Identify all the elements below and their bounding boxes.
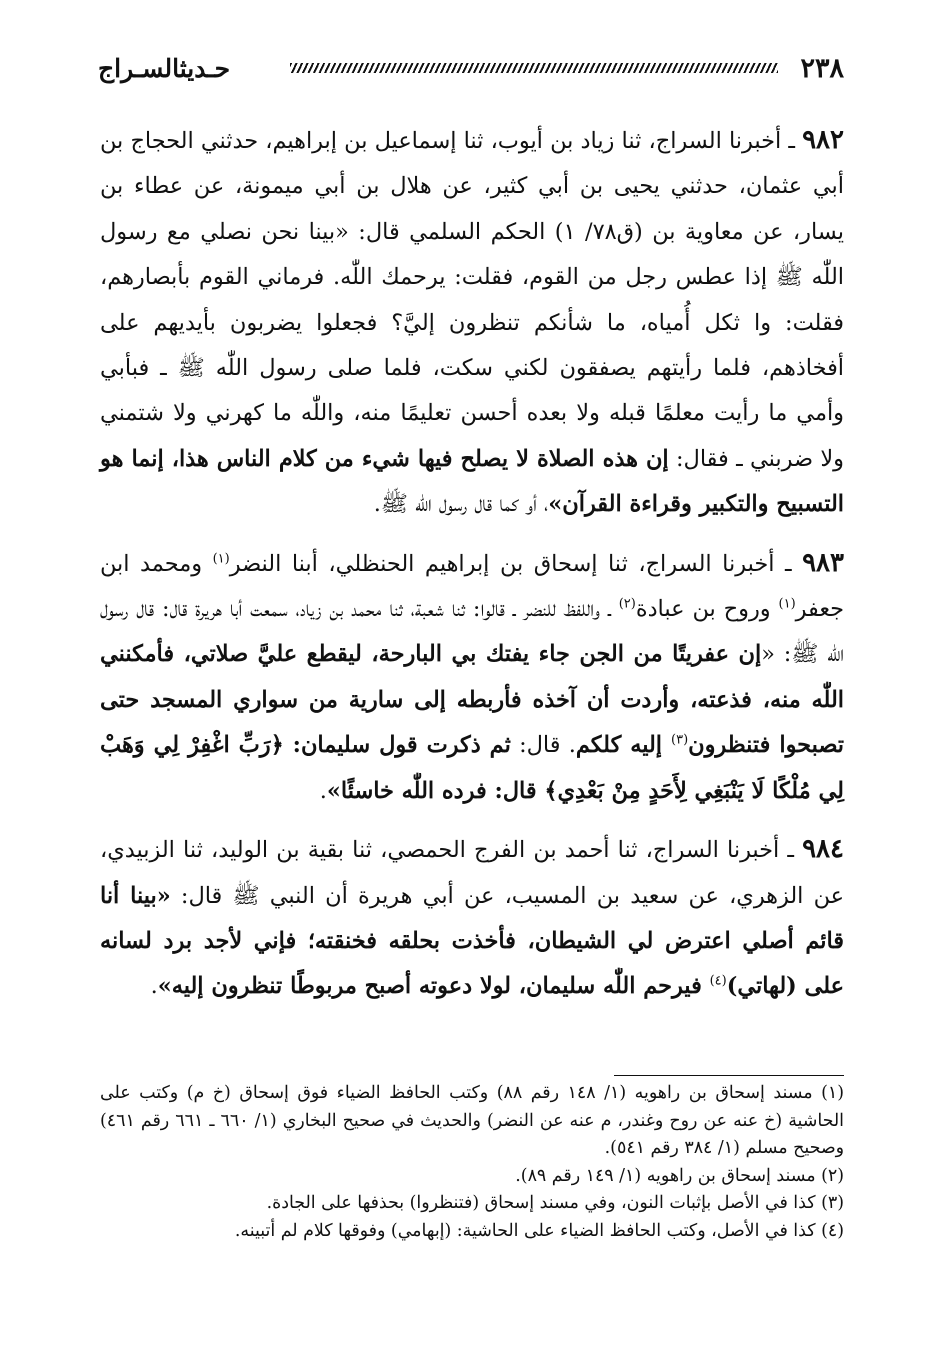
header-rule xyxy=(290,63,778,73)
hadith-982 xyxy=(100,118,844,528)
footnote-3: (٣) كذا في الأصل بإثبات النون، وفي مسند إسحاق (فتنظروا) بحذفها على الجادة. xyxy=(266,1193,844,1214)
footnote-ref: (١) xyxy=(778,596,796,612)
hadith-text: . xyxy=(150,973,158,1000)
footnote-ref: (٣) xyxy=(671,732,689,748)
footnote-separator xyxy=(614,1075,844,1076)
hadith-text: ـ واللفظ للنضر ـ قالوا: ثنا شعبة، ثنا محمد بن زياد، سمعت أبا هريرة قال: قال رسول اللّٰه ﷺ: « xyxy=(100,596,845,668)
hadith-text: . xyxy=(319,777,327,804)
hadith-text: وروح بن عبادة xyxy=(635,596,779,623)
hadith-text: ـ أخبرنا السراج، ثنا إسحاق بن إبراهيم الحنظلي، أبنا النضر xyxy=(229,550,803,577)
hadith-quote: فيرحم اللّٰه سليمان، لولا دعوته أصبح مربوطًا تنظرون إليه» xyxy=(157,973,710,1000)
hadith-text: ومحمد ابن جعفر xyxy=(100,550,844,623)
footnote-4: (٤) كذا في الأصل، وكتب الحافظ الضياء على الحاشية: (إبهامي) وفوقها كلام لم أتبينه. xyxy=(234,1220,844,1241)
hadith-984 xyxy=(100,827,844,1010)
hadith-quote: ثم ذكرت قول سليمان: ﴿رَبِّ اغْفِرْ لِي وَهَبْ لِي مُلْكًا لَا يَنْبَغِي لِأَحَدٍ مِنْ بَعْدِي﴾ قال: فرده اللّٰه خاسئًا» xyxy=(100,732,844,804)
hadith-text: ـ أخبرنا السراج، ثنا أحمد بن الفرج الحمصي، ثنا بقية بن الوليد، ثنا الزبيدي، عن الزهري، عن سعيد بن المسيب، عن أبي هريرة أن النبي ﷺ قال: xyxy=(100,837,844,909)
page-number: ٢٣٨ xyxy=(800,52,844,84)
hadith-number: ٩٨٣ xyxy=(802,547,844,578)
page-header xyxy=(98,48,844,88)
footnote-ref: (٢) xyxy=(618,596,636,612)
hadith-983 xyxy=(100,541,844,814)
hadith-quote: إن هذه الصلاة لا يصلح فيها شيء من كلام الناس هذا، إنما هو التسبيح والتكبير وقراءة القرآن» xyxy=(100,445,844,518)
footnote-2: (٢) مسند إسحاق بن راهويه (١/ ١٤٩ رقم ٨٩). xyxy=(515,1165,844,1186)
main-text xyxy=(100,118,844,1023)
hadith-text: . قال: xyxy=(510,732,576,759)
hadith-number: ٩٨٤ xyxy=(802,834,844,865)
hadith-text: ، أو كما قال رسول اللّٰه ﷺ. xyxy=(373,491,549,518)
footnote-ref: (٤) xyxy=(709,973,727,989)
hadith-quote: إليه كلكم xyxy=(575,732,672,759)
hadith-quote: إن عفريتًا من الجن جاء يفتك بي البارحة، ليقطع عليَّ صلاتي، فأمكنني اللّٰه منه، فذعته، وأردت أن آخذه فأربطه إلى سارية من سواري المسجد حتى تصبحوا فتنظرون xyxy=(100,641,845,759)
book-title: حـديثالسـراج xyxy=(98,53,231,83)
footnote-1: (١) مسند إسحاق بن راهويه (١/ ١٤٨ رقم ٨٨) وكتب الحافظ الضياء فوق إسحاق (خ م) وكتب على الحاشية (خ عنه عن روح وغندر، م عنه عن النضر) والحديث في صحيح البخاري (١/ ٦٦٠ ـ ٦٦١ رقم ٤٦١) وصحيح مسلم (١/ ٣٨٤ رقم ٥٤١). xyxy=(100,1083,845,1159)
hadith-quote: «بينا أنا قائم أصلي اعترض لي الشيطان، فأخذت بحلقه فخنقته؛ فإني لأجد برد لسانه على (لهاتي) xyxy=(100,882,844,1000)
footnote-ref: (١) xyxy=(212,551,230,567)
footnotes xyxy=(100,1080,844,1246)
hadith-text: ـ أخبرنا السراج، ثنا زياد بن أيوب، ثنا إسماعيل بن إبراهيم، حدثني الحجاج بن أبي عثمان، حدثني يحيى بن أبي كثير، عن هلال بن أبي ميمونة، عن عطاء بن يسار، عن معاوية بن (ق٧٨/ ١) الحكم السلمي قال: «بينا نحن نصلي مع رسول اللّٰه ﷺ إذا عطس رجل من القوم، فقلت: يرحمك اللّٰه. فرماني القوم بأبصارهم، فقلت: وا ثكل أُمياه، ما شأنكم تنظرون إليَّ؟ فجعلوا يضربون بأيديهم على أفخاذهم، فلما رأيتهم يصفقون لكني سكت، فلما صلى رسول اللّٰه ﷺ ـ فبأبي وأمي ما رأيت معلمًا قبله ولا بعده أحسن تعليمًا منه، واللّٰه ما كهرني ولا شتمني ولا ضربني ـ فقال: xyxy=(100,128,844,472)
hadith-number: ٩٨٢ xyxy=(802,125,844,155)
